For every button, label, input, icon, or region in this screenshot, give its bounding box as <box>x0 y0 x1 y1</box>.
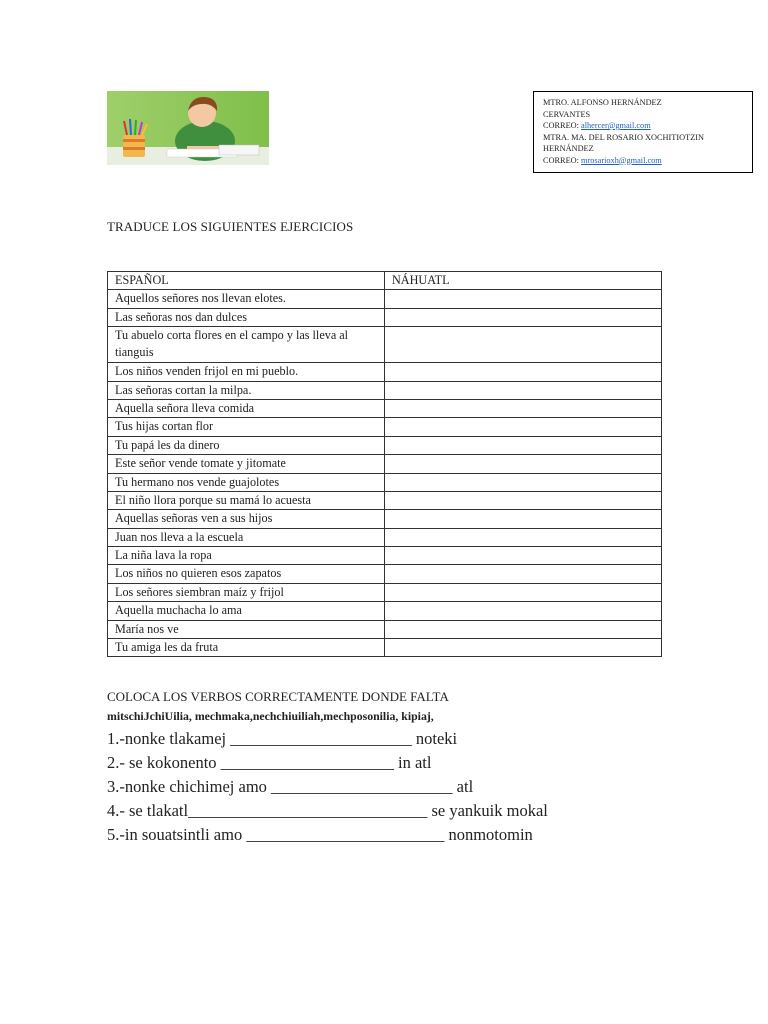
nahuatl-answer-cell[interactable] <box>385 639 662 657</box>
table-header-row <box>108 272 662 290</box>
spanish-sentence: Tus hijas cortan flor <box>108 418 385 436</box>
nahuatl-answer-cell[interactable] <box>385 602 662 620</box>
fill-in-exercises <box>107 727 548 847</box>
header-nahuatl: NÁHUATL <box>385 272 662 290</box>
nahuatl-answer-cell[interactable] <box>385 381 662 399</box>
table-row <box>108 491 662 509</box>
table-row <box>108 583 662 601</box>
nahuatl-answer-cell[interactable] <box>385 473 662 491</box>
teacher1-name-line2: CERVANTES <box>543 109 591 119</box>
exercise-line: 4.- se tlakatl_____________________________ se yankuik mokal <box>107 801 548 820</box>
header-espanol: ESPAÑOL <box>108 272 385 290</box>
table-row <box>108 620 662 638</box>
table-row <box>108 602 662 620</box>
exercise-line: 1.-nonke tlakamej ______________________ noteki <box>107 729 458 748</box>
table-row <box>108 455 662 473</box>
nahuatl-answer-cell[interactable] <box>385 547 662 565</box>
teacher2-email-line <box>543 155 752 167</box>
teacher2-email-link[interactable]: mrosarioxh@gmail.com <box>581 155 662 165</box>
table-row <box>108 547 662 565</box>
table-row <box>108 399 662 417</box>
spanish-sentence: Aquella señora lleva comida <box>108 399 385 417</box>
spanish-sentence: Tu papá les da dinero <box>108 436 385 454</box>
section1-title: TRADUCE LOS SIGUIENTES EJERCICIOS <box>107 219 354 234</box>
exercise-line: 2.- se kokonento _____________________ in atl <box>107 753 432 772</box>
spanish-sentence: Tu hermano nos vende guajolotes <box>108 473 385 491</box>
table-row <box>108 327 662 363</box>
teacher1-email-label: CORREO: <box>543 121 582 130</box>
spanish-sentence: María nos ve <box>108 620 385 638</box>
spanish-sentence: Este señor vende tomate y jitomate <box>108 455 385 473</box>
table-row <box>108 565 662 583</box>
table-row <box>108 436 662 454</box>
nahuatl-answer-cell[interactable] <box>385 418 662 436</box>
spanish-sentence: Tu abuelo corta flores en el campo y las lleva al tianguis <box>108 327 385 363</box>
nahuatl-answer-cell[interactable] <box>385 620 662 638</box>
teacher1-email-line <box>543 120 752 132</box>
nahuatl-answer-cell[interactable] <box>385 290 662 308</box>
nahuatl-answer-cell[interactable] <box>385 308 662 326</box>
teacher-contact-box <box>533 91 753 173</box>
exercise-line: 5.-in souatsintli amo ________________________ nonmotomin <box>107 825 533 844</box>
teacher2-email-label: CORREO: <box>543 155 582 165</box>
section2-title: COLOCA LOS VERBOS CORRECTAMENTE DONDE FALTA <box>107 689 449 704</box>
spanish-sentence: Aquella muchacha lo ama <box>108 602 385 620</box>
teacher1-email-link[interactable]: alhercer@gmail.com <box>581 121 651 130</box>
nahuatl-answer-cell[interactable] <box>385 565 662 583</box>
table-row <box>108 290 662 308</box>
exercise-line: 3.-nonke chichimej amo ______________________ atl <box>107 777 474 796</box>
nahuatl-answer-cell[interactable] <box>385 491 662 509</box>
header-photo-child-studying <box>107 91 269 165</box>
spanish-sentence: Aquellas señoras ven a sus hijos <box>108 510 385 528</box>
table-row <box>108 308 662 326</box>
spanish-sentence: Las señoras nos dan dulces <box>108 308 385 326</box>
nahuatl-answer-cell[interactable] <box>385 363 662 381</box>
spanish-sentence: Los niños no quieren esos zapatos <box>108 565 385 583</box>
nahuatl-answer-cell[interactable] <box>385 528 662 546</box>
nahuatl-answer-cell[interactable] <box>385 583 662 601</box>
verb-list: mitschiJchiUilia, mechmaka,nechchiuiliah,mechposonilia, kipiaj, <box>107 709 434 723</box>
spanish-sentence: Los niños venden frijol en mi pueblo. <box>108 363 385 381</box>
table-row <box>108 418 662 436</box>
table-row <box>108 473 662 491</box>
spanish-sentence: Las señoras cortan la milpa. <box>108 381 385 399</box>
spanish-sentence: Aquellos señores nos llevan elotes. <box>108 290 385 308</box>
nahuatl-answer-cell[interactable] <box>385 455 662 473</box>
teacher2-name-line2: HERNÁNDEZ <box>543 144 594 153</box>
spanish-sentence: La niña lava la ropa <box>108 547 385 565</box>
table-row <box>108 363 662 381</box>
table-row <box>108 528 662 546</box>
teacher2-name-line1: MTRA. MA. DEL ROSARIO XOCHITIOTZIN <box>543 132 705 142</box>
spanish-sentence: Juan nos lleva a la escuela <box>108 528 385 546</box>
table-row <box>108 381 662 399</box>
teacher1-name-line1: MTRO. ALFONSO HERNÁNDEZ <box>543 98 662 107</box>
nahuatl-answer-cell[interactable] <box>385 436 662 454</box>
spanish-sentence: El niño llora porque su mamá lo acuesta <box>108 491 385 509</box>
nahuatl-answer-cell[interactable] <box>385 327 662 363</box>
translation-table <box>107 271 662 657</box>
table-row <box>108 510 662 528</box>
nahuatl-answer-cell[interactable] <box>385 510 662 528</box>
table-row <box>108 639 662 657</box>
spanish-sentence: Los señores siembran maíz y frijol <box>108 583 385 601</box>
spanish-sentence: Tu amiga les da fruta <box>108 639 385 657</box>
nahuatl-answer-cell[interactable] <box>385 399 662 417</box>
